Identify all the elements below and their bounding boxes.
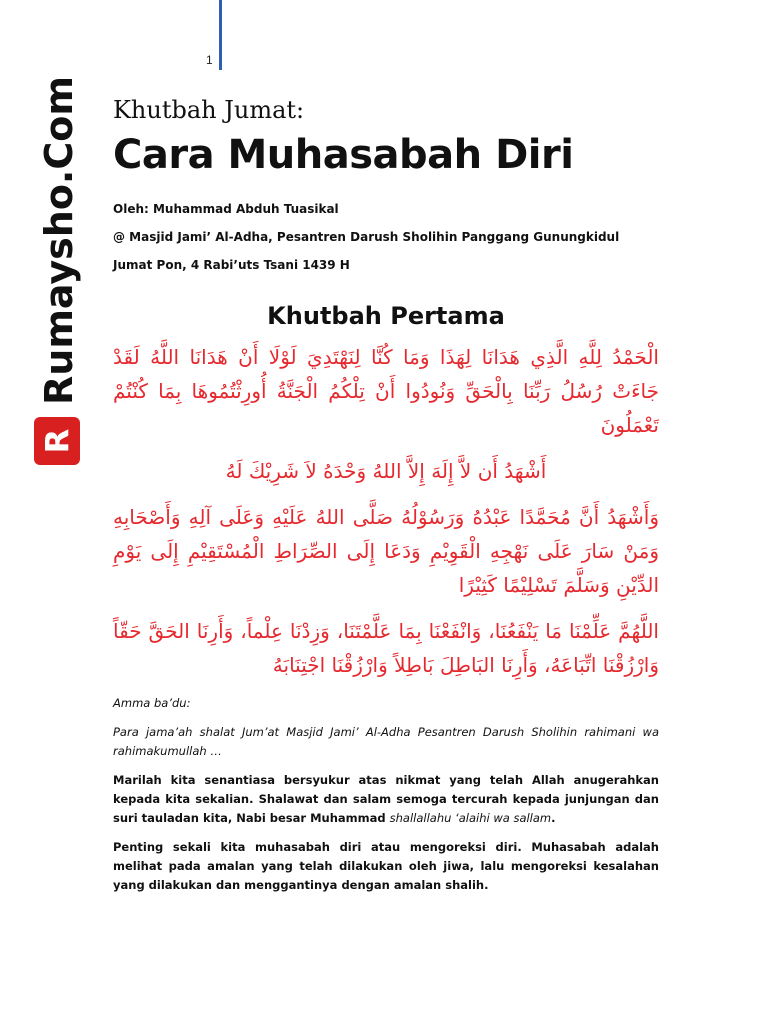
arabic-shalawat: وَأَشْهَدُ أَنَّ مُحَمَّدًا عَبْدُهُ وَرَسُوْلُهُ صَلَّى اللهُ عَلَيْهِ وَعَلَى آلِهِ وَأَصْحَابِهِ وَمَنْ سَارَ عَلَى نَهْجِهِ الْقَوِيْمِ وَدَعَا إِلَى الصِّرَاطِ الْمُسْتَقِيْمِ إِلَى يَوْمِ الدِّيْنِ وَسَلَّمَ تَسْلِيْمًا كَثِيْرًا (113, 505, 659, 597)
page-header-rule (219, 0, 222, 70)
document-content (113, 96, 659, 905)
arabic-syahadat-block (113, 454, 659, 488)
document-subtitle: Khutbah Jumat: (113, 96, 305, 124)
author-line: Oleh: Muhammad Abduh Tuasikal (113, 202, 339, 216)
document-title: Cara Muhasabah Diri (113, 132, 574, 178)
page-number: 1 (206, 53, 213, 67)
arabic-opening (113, 340, 659, 442)
amma-badu: Amma ba’du: (113, 696, 191, 710)
arabic-shalawat-block (113, 500, 659, 602)
arabic-syahadat: أَشْهَدُ أَن لاَّ إِلَهَ إِلاَّ اللهُ وَحْدَهُ لاَ شَرِيْكَ لَهُ (225, 459, 547, 483)
arabic-doa-block (113, 614, 659, 682)
brand-name: Rumaysho.Com (37, 76, 81, 405)
location-line: @ Masjid Jami’ Al-Adha, Pesantren Darush Sholihin Panggang Gunungkidul (113, 230, 620, 244)
body-text (113, 694, 659, 895)
paragraph-muhasabah: Penting sekali kita muhasabah diri atau mengoreksi diri. Muhasabah adalah melihat pada amalan yang telah dilakukan oleh jiwa, lalu mengoreksi kesalahan yang dilakukan dan menggantinya dengan amalan shalih. (113, 840, 659, 892)
paragraph-syukur-main: Marilah kita senantiasa bersyukur atas nikmat yang telah Allah anugerahkan kepada kita sekalian. Shalawat dan salam semoga tercurah kepada junjungan dan suri tauladan kita, Nabi besar Muhammad (113, 773, 659, 825)
date-line: Jumat Pon, 4 Rabi’uts Tsani 1439 H (113, 258, 350, 272)
brand-watermark (36, 76, 82, 405)
paragraph-syukur-end: . (551, 811, 556, 825)
arabic-hamdalah: الْحَمْدُ لِلَّهِ الَّذِي هَدَانَا لِهَذَا وَمَا كُنَّا لِنَهْتَدِيَ لَوْلَا أَنْ هَدَانَا اللَّهُ لَقَدْ جَاءَتْ رُسُلُ رَبِّنَا بِالْحَقِّ وَنُودُوا أَنْ تِلْكُمُ الْجَنَّةُ أُورِثْتُمُوهَا بِمَا كُنْتُمْ تَعْمَلُونَ (113, 345, 659, 437)
arabic-doa: اللَّهُمَّ عَلِّمْنَا مَا يَنْفَعُنَا، وَانْفَعْنَا بِمَا عَلَّمْتَنَا، وَزِدْنَا عِلْماً، وَأَرِنَا الحَقَّ حَقّاً وَارْزُقْنَا اتِّبَاعَهُ، وَأَرِنَا البَاطِلَ بَاطِلاً وَارْزُقْنَا اجْتِنَابَهُ (113, 619, 659, 677)
brand-logo-icon (34, 417, 80, 465)
brand-badge-letter: R (37, 428, 76, 454)
section-heading: Khutbah Pertama (267, 302, 505, 330)
paragraph-syukur-italic: shallallahu ‘alaihi wa sallam (389, 811, 552, 825)
document-meta (113, 202, 659, 272)
greeting-paragraph: Para jama’ah shalat Jum’at Masjid Jami’ Al-Adha Pesantren Darush Sholihin rahimani wa rahimakumullah … (113, 725, 659, 758)
paragraph-syukur (113, 771, 659, 828)
